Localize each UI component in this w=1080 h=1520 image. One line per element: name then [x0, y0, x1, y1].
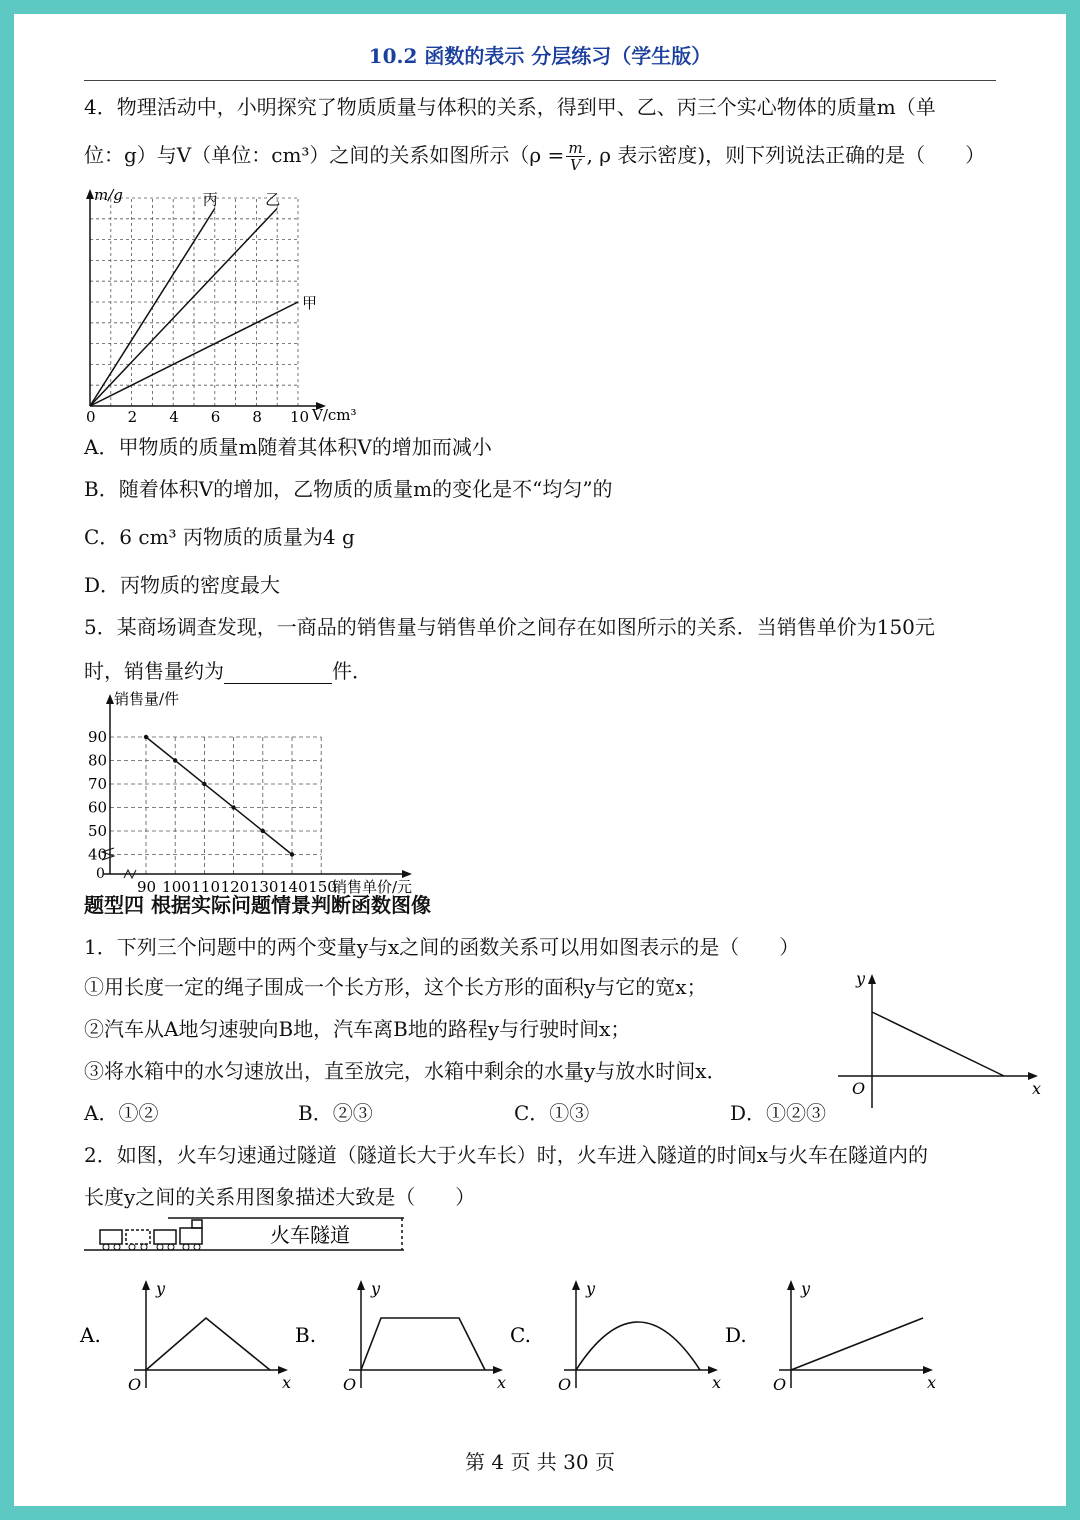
y-tick-label: 40	[88, 845, 108, 864]
q4-line1: 4．物理活动中，小明探究了物质质量与体积的关系，得到甲、乙、丙三个实心物体的质量m（单	[84, 95, 936, 119]
axis-y-label: y	[156, 1279, 166, 1298]
x-axis-break	[124, 870, 136, 878]
wheel	[157, 1244, 163, 1250]
density-fraction	[566, 140, 584, 173]
axis-x-label: x	[712, 1373, 722, 1392]
y-axis-arrow	[106, 694, 114, 704]
sales-point	[173, 758, 177, 762]
sales-point	[144, 735, 148, 739]
y-axis-arrow	[86, 189, 94, 199]
q4-option-b: B．随着体积V的增加，乙物质的质量m的变化是不“均匀”的	[84, 477, 613, 501]
decreasing-line	[872, 1012, 1004, 1076]
c2-xlabel: 销售单价/元	[332, 878, 413, 896]
sales-point	[231, 805, 235, 809]
x-tick-label: 120	[220, 878, 250, 896]
train-tunnel-figure	[84, 1216, 414, 1256]
option-graph-b	[295, 1279, 506, 1394]
wheel	[141, 1244, 147, 1250]
x-tick-label: 140	[279, 878, 308, 896]
train-car-3	[154, 1230, 176, 1244]
sales-chart	[74, 684, 434, 896]
q4-line2	[84, 140, 985, 173]
option-curve	[361, 1318, 485, 1370]
option-label: C.	[510, 1323, 531, 1347]
option-label: D.	[725, 1323, 747, 1347]
axis-y-label: y	[801, 1279, 811, 1298]
q5-line1: 5．某商场调查发现，一商品的销售量与销售单价之间存在如图所示的关系．当销售单价为150元	[84, 615, 935, 639]
axis-x-label: x	[497, 1373, 507, 1392]
frac-den: V	[570, 156, 581, 174]
series-label-丙: 丙	[202, 190, 218, 209]
y-tick-label: 60	[88, 798, 108, 817]
origin-label: O	[343, 1375, 357, 1394]
train-car-1	[100, 1230, 122, 1244]
y-axis-arrow	[572, 1280, 580, 1290]
y-axis-arrow	[142, 1280, 150, 1290]
x-axis-arrow	[402, 870, 412, 878]
graph-y-label: y	[856, 969, 866, 988]
option-graph-c	[510, 1279, 721, 1394]
s4q1-item3: ③将水箱中的水匀速放出，直至放完，水箱中剩余的水量y与放水时间x．	[84, 1059, 727, 1083]
x-tick-label: 6	[210, 408, 221, 426]
graph-origin: O	[852, 1079, 866, 1098]
s4q1-graph	[834, 966, 1054, 1116]
sales-line	[146, 737, 292, 855]
origin-label: O	[128, 1375, 142, 1394]
option-graph-d	[725, 1279, 936, 1394]
sales-point	[261, 829, 265, 833]
option-curve	[146, 1318, 270, 1370]
page-footer: 第 4 页 共 30 页	[465, 1450, 615, 1474]
c1-xlabel: V/cm³	[312, 406, 357, 424]
y-tick-label: 70	[88, 775, 108, 793]
y-axis-arrow	[357, 1280, 365, 1290]
x-tick-label: 100	[162, 878, 191, 896]
section-title: 题型四 根据实际问题情景判断函数图像	[84, 893, 431, 917]
train-locomotive	[180, 1228, 202, 1244]
q4-option-c: C．6 cm³ 丙物质的质量为4 g	[84, 525, 355, 549]
axis-y-label: y	[586, 1279, 596, 1298]
x-tick-label: 110	[191, 878, 221, 896]
origin-label: O	[558, 1375, 572, 1394]
series-line-乙	[90, 208, 277, 406]
origin-label: O	[773, 1375, 787, 1394]
x-tick-label: 8	[252, 408, 262, 426]
axis-y-label: y	[371, 1279, 381, 1298]
mass-volume-chart	[74, 184, 374, 429]
option-graph-a	[79, 1279, 291, 1394]
y-tick-label: 90	[88, 728, 108, 746]
s4q1-item2: ②汽车从A地匀速驶向B地，汽车离B地的路程y与行驶时间x；	[84, 1017, 631, 1041]
s4q2-option-graphs	[74, 1266, 1004, 1396]
s4q2-line2: 长度y之间的关系用图象描述大致是（ ）	[84, 1185, 476, 1209]
y-axis-arrow	[787, 1280, 795, 1290]
series-line-丙	[90, 208, 215, 406]
header-rule	[84, 80, 996, 81]
x-tick-label: 2	[127, 408, 138, 426]
wheel	[194, 1244, 200, 1250]
x-tick-label: 4	[169, 408, 179, 426]
wheel	[183, 1244, 189, 1250]
y-axis-arrow	[868, 974, 876, 984]
graph-x-label: x	[1032, 1079, 1042, 1098]
c2-zero-label: 0	[96, 866, 105, 882]
frac-num: m	[568, 139, 583, 157]
sales-point	[202, 782, 206, 786]
q4-line2-a: 位：g）与V（单位：cm³）之间的关系如图所示（ρ =	[84, 143, 565, 167]
sales-point	[290, 852, 294, 856]
q4-option-d: D．丙物质的密度最大	[84, 573, 281, 597]
s4q1-item1: ①用长度一定的绳子围成一个长方形，这个长方形的面积y与它的宽x；	[84, 975, 707, 999]
s4q1-option-b: B．②③	[298, 1101, 373, 1125]
s4q1-option-c: C．①③	[514, 1101, 590, 1125]
y-tick-label: 80	[88, 751, 108, 770]
axis-x-label: x	[282, 1373, 292, 1392]
wheel	[129, 1244, 135, 1250]
page	[14, 14, 1066, 1506]
s4q2-line1: 2．如图，火车匀速通过隧道（隧道长大于火车长）时，火车进入隧道的时间x与火车在隧道内的	[84, 1143, 929, 1167]
axis-x-label: x	[927, 1373, 937, 1392]
wheel	[168, 1244, 174, 1250]
s4q1-option-a: A．①②	[84, 1101, 159, 1125]
s4q1-option-d: D．①②③	[730, 1101, 827, 1125]
tunnel-label: 火车隧道	[270, 1223, 350, 1247]
option-curve	[791, 1318, 923, 1370]
x-tick-label: 130	[249, 878, 279, 896]
option-label: B.	[295, 1323, 317, 1347]
x-tick-label: 10	[290, 408, 310, 426]
wheel	[103, 1244, 109, 1250]
x-tick-label: 0	[86, 408, 96, 426]
series-line-甲	[90, 302, 298, 406]
option-label: A.	[80, 1323, 101, 1347]
q4-line2-b: , ρ 表示密度)，则下列说法正确的是（ ）	[586, 143, 986, 167]
wheel	[114, 1244, 120, 1250]
q5-line2	[84, 658, 372, 684]
c2-ylabel: 销售量/件	[114, 690, 180, 708]
answer-blank[interactable]	[224, 663, 332, 684]
mass-volume-grid	[90, 198, 298, 406]
option-curve	[576, 1322, 700, 1370]
locomotive-cab	[192, 1220, 202, 1228]
series-label-乙: 乙	[265, 190, 281, 209]
series-label-甲: 甲	[302, 294, 318, 312]
q4-option-a: A．甲物质的质量m随着其体积V的增加而减小	[84, 435, 492, 459]
x-tick-label: 150	[308, 878, 337, 896]
q5-line2-b: 件．	[332, 659, 372, 683]
y-tick-label: 50	[88, 822, 108, 840]
c1-ylabel: m/g	[94, 186, 123, 204]
q5-line2-a: 时，销售量约为	[84, 659, 224, 683]
page-title: 10.2 函数的表示 分层练习（学生版）	[368, 44, 712, 68]
train-car-2	[126, 1230, 150, 1244]
x-tick-label: 90	[137, 878, 157, 896]
s4q1-line1: 1．下列三个问题中的两个变量y与x之间的函数关系可以用如图表示的是（ ）	[84, 935, 800, 959]
